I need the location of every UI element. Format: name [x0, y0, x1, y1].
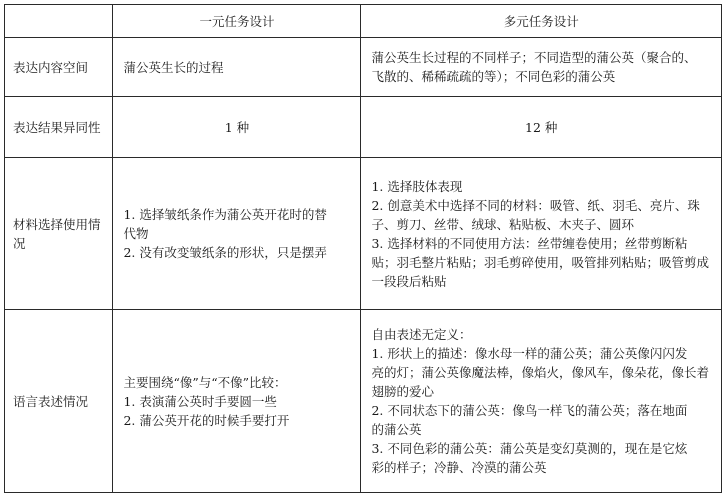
- table-row: [5, 38, 722, 97]
- header-single-task: 一元任务设计: [113, 5, 361, 38]
- cell-line: 1. 选择肢体表现: [371, 178, 463, 194]
- cell-line: 12 种: [525, 119, 558, 135]
- cell-line: 1 种: [224, 119, 250, 135]
- multi-cell: [361, 158, 722, 310]
- cell-line: 3. 不同色彩的蒲公英：蒲公英是变幻莫测的，现在是它炫: [371, 441, 688, 457]
- header-multi-task: 多元任务设计: [361, 5, 722, 38]
- cell-line: 一段段后粘贴: [371, 273, 447, 289]
- cell-line: 2. 不同状态下的蒲公英：像鸟一样飞的蒲公英；落在地面: [371, 403, 688, 419]
- table-header-row: [5, 5, 722, 38]
- cell-line: 2. 蒲公英开花的时候手要打开: [123, 412, 290, 428]
- cell-line: 代物: [123, 226, 149, 242]
- cell-line: 3. 选择材料的不同使用方法：丝带缠卷使用；丝带剪断粘: [371, 235, 688, 251]
- cell-line: 自由表述无定义：: [371, 327, 472, 343]
- cell-line: 的蒲公英: [371, 422, 422, 438]
- single-cell: [113, 97, 361, 158]
- cell-line: 亮的灯；蒲公英像魔法棒，像焰火，像风车，像朵花，像长着: [371, 365, 709, 381]
- cell-line: 翅膀的爱心: [371, 384, 434, 400]
- cell-line: 1. 表演蒲公英时手要圆一些: [123, 393, 277, 409]
- cell-line: 蒲公英生长的过程: [123, 59, 224, 75]
- cell-line: 子、剪刀、丝带、绒球、粘贴板、木夹子、圆环: [371, 216, 634, 232]
- row-label: 表达结果异同性: [5, 97, 113, 158]
- row-label: 材料选择使用情况: [5, 158, 113, 310]
- row-label: 表达内容空间: [5, 38, 113, 97]
- single-cell: [113, 38, 361, 97]
- cell-line: 贴；羽毛整片粘贴；羽毛剪碎使用，吸管排列粘贴；吸管剪成: [371, 254, 709, 270]
- cell-line: 2. 创意美术中选择不同的材料：吸管、纸、羽毛、亮片、珠: [371, 197, 700, 213]
- cell-line: 飞散的、稀稀疏疏的等）；不同色彩的蒲公英: [371, 69, 616, 85]
- row-label: 语言表述情况: [5, 310, 113, 493]
- table-row: [5, 97, 722, 158]
- table-row: [5, 158, 722, 310]
- multi-cell: [361, 310, 722, 493]
- single-cell: [113, 158, 361, 310]
- cell-line: 1. 选择皱纸条作为蒲公英开花时的替: [123, 207, 327, 223]
- cell-line: 主要围绕“像”与“不像”比较：: [123, 374, 287, 390]
- cell-line: 1. 形状上的描述：像水母一样的蒲公英；蒲公英像闪闪发: [371, 346, 688, 362]
- comparison-table: [4, 4, 722, 493]
- single-cell: [113, 310, 361, 493]
- cell-line: 蒲公英生长过程的不同样子；不同造型的蒲公英（聚合的、: [371, 50, 697, 66]
- multi-cell: [361, 97, 722, 158]
- header-blank-cell: [5, 5, 113, 38]
- cell-line: 2. 没有改变皱纸条的形状，只是摆弄: [123, 245, 327, 261]
- cell-line: 彩的样子；冷静、冷漠的蒲公英: [371, 460, 547, 476]
- table-row: [5, 310, 722, 493]
- multi-cell: [361, 38, 722, 97]
